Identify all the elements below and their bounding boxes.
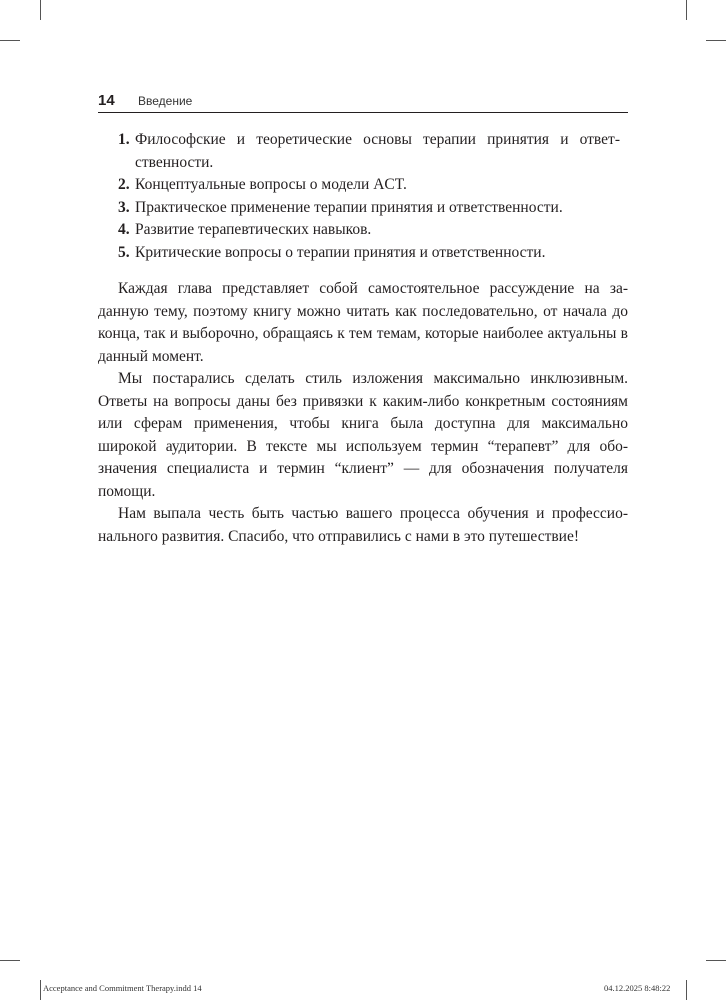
list-item bbox=[98, 242, 628, 265]
list-item-number: 1. bbox=[118, 131, 130, 148]
page-number: 14 bbox=[98, 92, 115, 109]
list-item-text: Концептуальные вопросы о модели ACT. bbox=[135, 176, 407, 193]
page-body bbox=[98, 129, 628, 548]
crop-mark bbox=[686, 980, 687, 1000]
list-item-number: 5. bbox=[118, 243, 130, 261]
body-paragraph: Мы постарались сделать стиль изложения максимально инклюзивным. Ответы на вопросы даны без привязки к каким-либо конкретным состояниям или сферам применения, чтобы книга была доступна для максимально широкой аудитории. В тексте мы используем термин “терапевт” для обозначения специалиста и термин “клиент” — для обозначения получателя помощи. bbox=[98, 370, 628, 500]
crop-mark bbox=[40, 0, 41, 20]
crop-mark bbox=[0, 960, 20, 961]
header-rule bbox=[98, 112, 628, 113]
list-item-text: Практическое применение терапии принятия и ответственности. bbox=[135, 198, 563, 216]
body-paragraph: Каждая глава представляет собой самостоятельное рассуждение на заданную тему, поэтому книгу можно читать как последовательно, от начала до конца, так и выборочно, обращаясь к тем темам, которые наиболее актуальны в данный момент. bbox=[98, 280, 628, 365]
crop-mark bbox=[40, 980, 41, 1000]
running-title: Введение bbox=[138, 94, 193, 108]
crop-mark bbox=[0, 40, 20, 41]
list-item bbox=[98, 197, 628, 220]
crop-mark bbox=[686, 0, 687, 20]
list-item bbox=[98, 219, 628, 242]
list-item-text: Критические вопросы о терапии принятия и ответственности. bbox=[135, 243, 546, 261]
list-item bbox=[98, 174, 628, 197]
list-item-text: Развитие терапевтических навыков. bbox=[135, 221, 372, 238]
list-item-number: 3. bbox=[118, 198, 130, 216]
list-item bbox=[98, 129, 628, 174]
list-item-number: 4. bbox=[118, 221, 130, 238]
crop-mark bbox=[706, 40, 726, 41]
body-paragraph: Нам выпала честь быть частью вашего процесса обучения и профессионального развития. Спасибо, что отправились с нами в это путешествие! bbox=[98, 505, 628, 545]
running-header bbox=[98, 92, 628, 112]
list-item-number: 2. bbox=[118, 176, 130, 193]
numbered-list bbox=[98, 129, 628, 264]
crop-mark bbox=[706, 960, 726, 961]
list-item-text: Философские и теоретические основы терапии принятия и ответственности. bbox=[135, 131, 620, 171]
file-slug: Acceptance and Commitment Therapy.indd 14 bbox=[43, 983, 202, 993]
date-slug: 04.12.2025 8:48:22 bbox=[604, 983, 671, 993]
